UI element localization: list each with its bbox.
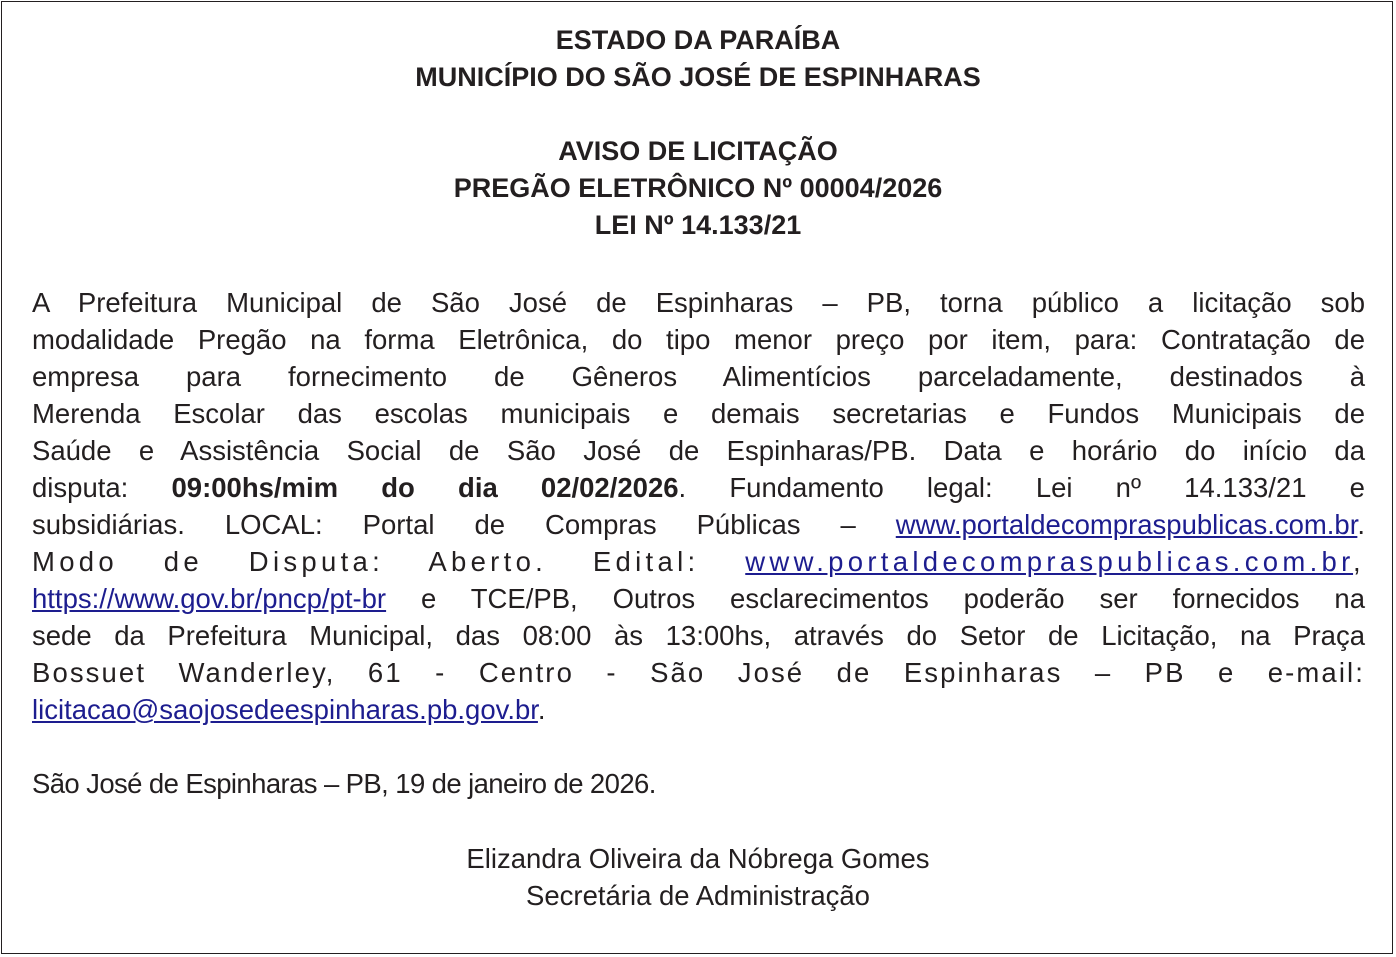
final-period: . (537, 694, 546, 725)
law-reference: LEI Nº 14.133/21 (594, 210, 802, 240)
edital-portal-link[interactable]: www.portaldecompraspublicas.com.br (745, 546, 1354, 577)
pncp-link[interactable]: https://www.gov.br/pncp/pt-br (32, 583, 387, 614)
body-line-6 (32, 469, 1365, 506)
body-line-2: modalidade Pregão na forma Eletrônica, do tipo menor preço por item, para: Contratação de (32, 324, 1365, 355)
portal-link[interactable]: www.portaldecompraspublicas.com.br (895, 509, 1358, 540)
municipality-name: MUNICÍPIO DO SÃO JOSÉ DE ESPINHARAS (415, 62, 981, 92)
notice-heading (0, 133, 1396, 244)
body-line-4: Merenda Escolar das escolas municipais e demais secretarias e Fundos Municipais de (32, 398, 1365, 429)
state-name: ESTADO DA PARAÍBA (555, 25, 841, 55)
body-line-9 (32, 580, 1365, 617)
document-header (0, 22, 1396, 96)
notice-body (32, 284, 1365, 728)
body-line-8 (32, 543, 1365, 580)
body-line-11: Bossuet Wanderley, 61 - Centro - São José de Espinharas – PB e e-mail: (32, 657, 1365, 688)
body-line-1: A Prefeitura Municipal de São José de Espinharas – PB, torna público a licitação sob (32, 287, 1365, 318)
clarification-text: e TCE/PB, Outros esclarecimentos poderão ser fornecidos na (386, 583, 1365, 614)
comma-text: , (1353, 546, 1365, 577)
legal-basis-text: . Fundamento legal: Lei nº 14.133/21 e (678, 472, 1365, 503)
notice-title: AVISO DE LICITAÇÃO (558, 136, 838, 166)
dispute-datetime: 09:00hs/mim do dia 02/02/2026 (171, 472, 679, 503)
dispute-mode-text: Modo de Disputa: Aberto. Edital: (32, 546, 746, 577)
email-link[interactable]: licitacao@saojosedeespinharas.pb.gov.br (32, 694, 538, 725)
body-line-7 (32, 506, 1365, 543)
pregao-number: PREGÃO ELETRÔNICO Nº 00004/2026 (453, 173, 943, 203)
body-line-10: sede da Prefeitura Municipal, das 08:00 às 13:00hs, através do Setor de Licitação, na Praça (32, 620, 1365, 651)
local-text: subsidiárias. LOCAL: Portal de Compras Públicas – (32, 509, 896, 540)
signer-name: Elizandra Oliveira da Nóbrega Gomes (466, 843, 930, 874)
place-date: São José de Espinharas – PB, 19 de janeiro de 2026. (32, 768, 656, 799)
dispute-label: disputa: (32, 472, 172, 503)
period-text: . (1357, 509, 1365, 540)
body-line-12 (32, 691, 1365, 728)
signature-block (0, 840, 1396, 914)
signer-role: Secretária de Administração (526, 880, 870, 911)
body-line-5: Saúde e Assistência Social de São José de Espinharas/PB. Data e horário do início da (32, 435, 1365, 466)
body-line-3: empresa para fornecimento de Gêneros Alimentícios parceladamente, destinados à (32, 361, 1365, 392)
